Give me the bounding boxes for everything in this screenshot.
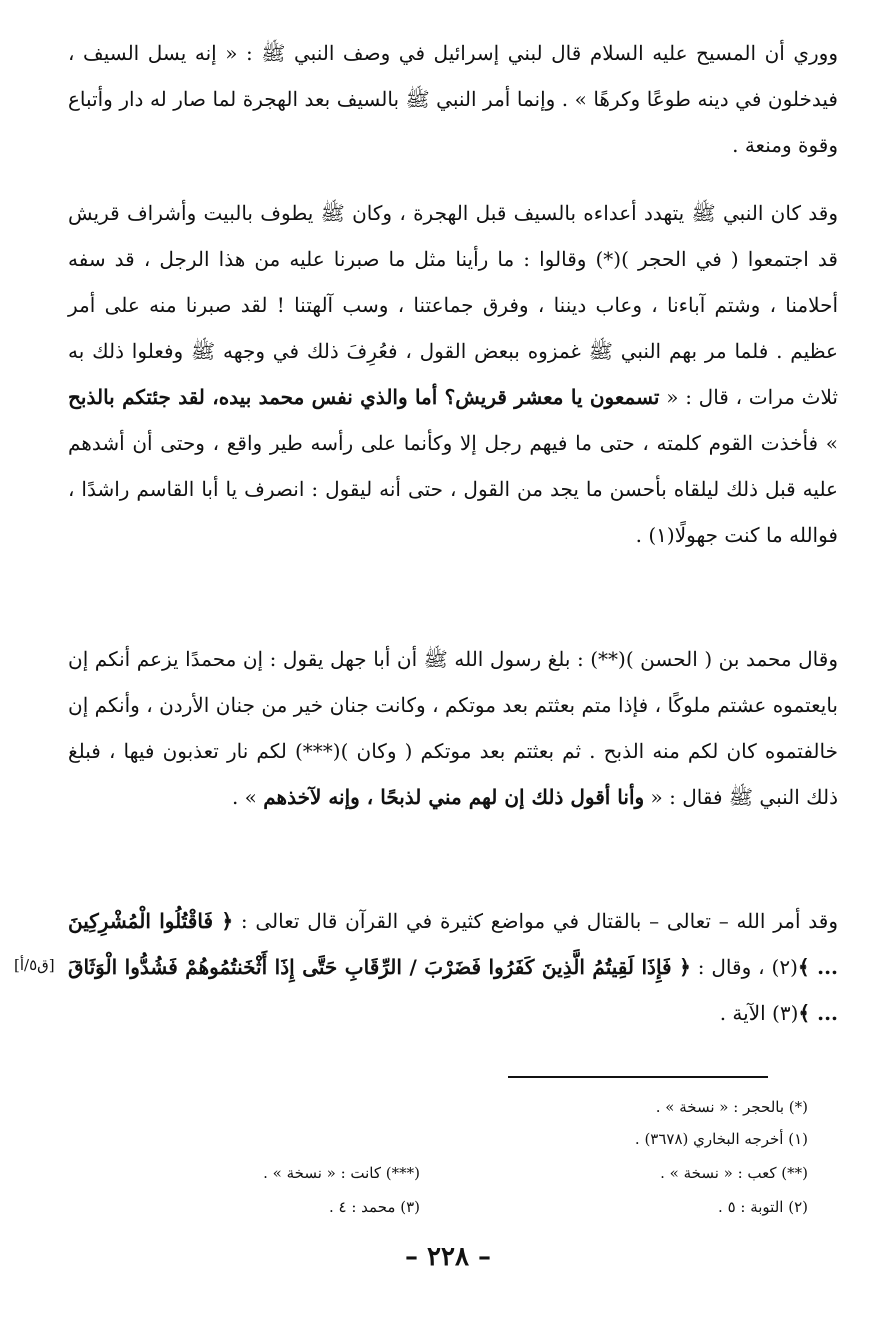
paragraph-4: وقد أمر الله – تعالى – بالقتال في مواضع كثيرة في القرآن قال تعالى : ﴿ فَاقْتُلُوا الْمُشْرِكِينَ ... ﴾(٢) ، وقال : ﴿ فَإِذَا لَقِيتُمُ الَّذِينَ كَفَرُوا فَضَرْبَ / الرِّقَابِ حَتَّى إِذَا أَثْخَنتُمُوهُمْ فَشُدُّوا الْوَثَاقَ ... ﴾(٣) الآية . (68, 909, 838, 1025)
hadith-quote-bold: تسمعون يا معشر قريش؟ أما والذي نفس محمد بيده، لقد جئتكم بالذبح (68, 385, 660, 409)
quran-verse-2: ﴿ فَإِذَا لَقِيتُمُ الَّذِينَ كَفَرُوا فَضَرْبَ / الرِّقَابِ حَتَّى إِذَا أَثْخَنتُمُوهُمْ فَشُدُّوا الْوَثَاقَ ... ﴾ (68, 955, 838, 1025)
paragraph-1: ووري أن المسيح عليه السلام قال لبني إسرائيل في وصف النبي ﷺ : « إنه يسل السيف ، فيدخلون في دينه طوعًا وكرهًا » . وإنما أمر النبي ﷺ بالسيف بعد الهجرة لما صار له دار وأتباع وقوة ومنعة . (68, 41, 838, 157)
footnote: (*) بالحجر : « نسخة » . (655, 1098, 808, 1116)
manuscript-folio-note: [ق٥/أ] (14, 956, 55, 974)
footnote-divider (508, 1076, 768, 1078)
footnote: (٢) التوبة : ٥ . (718, 1198, 808, 1216)
footnote: (***) كانت : « نسخة » . (263, 1164, 420, 1182)
quran-verse-1: ﴿ فَاقْتُلُوا الْمُشْرِكِينَ ... ﴾ (68, 909, 838, 979)
paragraph-3: وقال محمد بن ( الحسن )(**) : بلغ رسول الله ﷺ أن أبا جهل يقول : إن محمدًا يزعم أنكم إن بايعتموه عشتم ملوكًا ، فإذا متم بعثتم بعد موتكم ، وكانت جنان خير من جنان الأردن ، وأنكم إن خالفتموه كان لكم منه الذبح . ثم بعثتم بعد موتكم ( وكان )(***) لكم نار تعذبون فيها ، فبلغ ذلك النبي ﷺ فقال : « وأنا أقول ذلك إن لهم مني لذبحًا ، وإنه لآخذهم » . (68, 647, 838, 809)
footnote: (**) كعب : « نسخة » . (660, 1164, 808, 1182)
footnote: (٣) محمد : ٤ . (328, 1198, 420, 1216)
footnote: (١) أخرجه البخاري (٣٦٧٨) . (634, 1130, 808, 1148)
page-number: – ٢٢٨ – (404, 1242, 492, 1272)
paragraph-2: وقد كان النبي ﷺ يتهدد أعداءه بالسيف قبل الهجرة ، وكان ﷺ يطوف بالبيت وأشراف قريش قد اجتمعوا ( في الحجر )(*) وقالوا : ما رأينا مثل ما صبرنا عليه من هذا الرجل ، قد سفه أحلامنا ، وشتم آباءنا ، وعاب ديننا ، وفرق جماعتنا ، وسب آلهتنا ! لقد صبرنا منه على أمر عظيم . فلما مر بهم النبي ﷺ غمزوه ببعض القول ، فعُرِفَ ذلك في وجهه ﷺ وفعلوا ذلك به ثلاث مرات ، قال : « تسمعون يا معشر قريش؟ أما والذي نفس محمد بيده، لقد جئتكم بالذبح » فأخذت القوم كلمته ، حتى ما فيهم رجل إلا وكأنما على رأسه طير واقع ، وحتى أن أشدهم عليه قبل ذلك ليلقاه بأحسن ما يجد من القول ، حتى أنه ليقول : انصرف يا أبا القاسم راشدًا ، فوالله ما كنت جهولًا(١) . (68, 201, 839, 547)
hadith-quote-bold: وأنا أقول ذلك إن لهم مني لذبحًا ، وإنه لآخذهم (263, 785, 645, 809)
